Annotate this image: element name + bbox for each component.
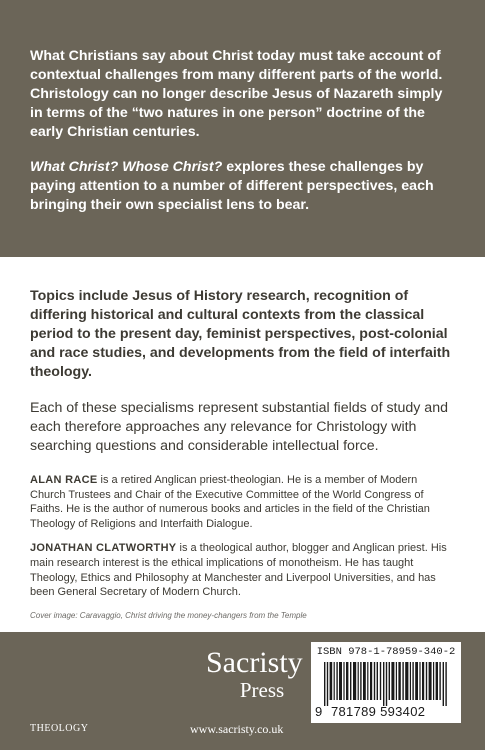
main-text-area [0,257,485,632]
blurb-paragraph-1: What Christians say about Christ today must take account of contextual challenges from many different parts of the world. Christology can no longer describe Jesus of Nazareth simply in terms of the “two natures in one person” doctrine of the early Christian centuries. [30,48,443,140]
barcode-bars-icon [324,662,448,706]
isbn-barcode [311,642,461,723]
isbn-label: ISBN 978-1-78959-340-2 [316,646,456,658]
publisher-logo-line-1: Sacristy [206,646,303,679]
subject-category: THEOLOGY [30,723,89,734]
specialisms-paragraph: Each of these specialisms represent substantial fields of study and each therefore approaches any relevance for Christology with searching questions and considerable intellectual force. [30,400,448,454]
topics-paragraph: Topics include Jesus of History research, recognition of differing historical and cultural contexts from the classical period to the present day, feminist perspectives, post-colonial and race studies, and developments from the field of interfaith theology. [30,288,451,380]
publisher-website: www.sacristy.co.uk [190,722,284,736]
book-title-italic: What Christ? Whose Christ? [30,159,223,175]
author-name-jonathan-clatworthy: JONATHAN CLATWORTHY [30,542,177,555]
publisher-logo-line-2: Press [239,678,285,702]
cover-image-credit: Cover image: Caravaggio, Christ driving the money-changers from the Temple [30,610,307,620]
author-bio-text-2: is a theological author, blogger and Anglican priest. His main research interest is the ethical implications of monotheism. He has taught Theology, Ethics and Philosophy at Manchester and Liverpool Universities, and has been General Secretary of Modern Church. [30,542,447,599]
author-bio-text-1: is a retired Anglican priest-theologian. He is a member of Modern Church Trustees and Chair of the Executive Committee of the World Congress of Faiths. He is the author of numerous books and articles in the field of the Christian Theology of Religions and Interfaith Dialogue. [30,474,430,530]
top-blurb-band [0,0,485,257]
publisher-logo [206,646,303,702]
blurb-paragraph-2-text: explores these challenges by paying attention to a number of different perspectives, each bringing their own specialist lens to bear. [30,159,434,213]
barcode-lead-digit: 9 [315,704,323,719]
author-name-alan-race: ALAN RACE [30,474,98,486]
author-bio-alan-race [30,473,455,531]
bottom-publisher-band [0,632,485,750]
author-bio-jonathan-clatworthy [30,541,455,599]
blurb-paragraph-2 [30,158,455,215]
barcode-digits: 781789 593402 [331,704,426,719]
